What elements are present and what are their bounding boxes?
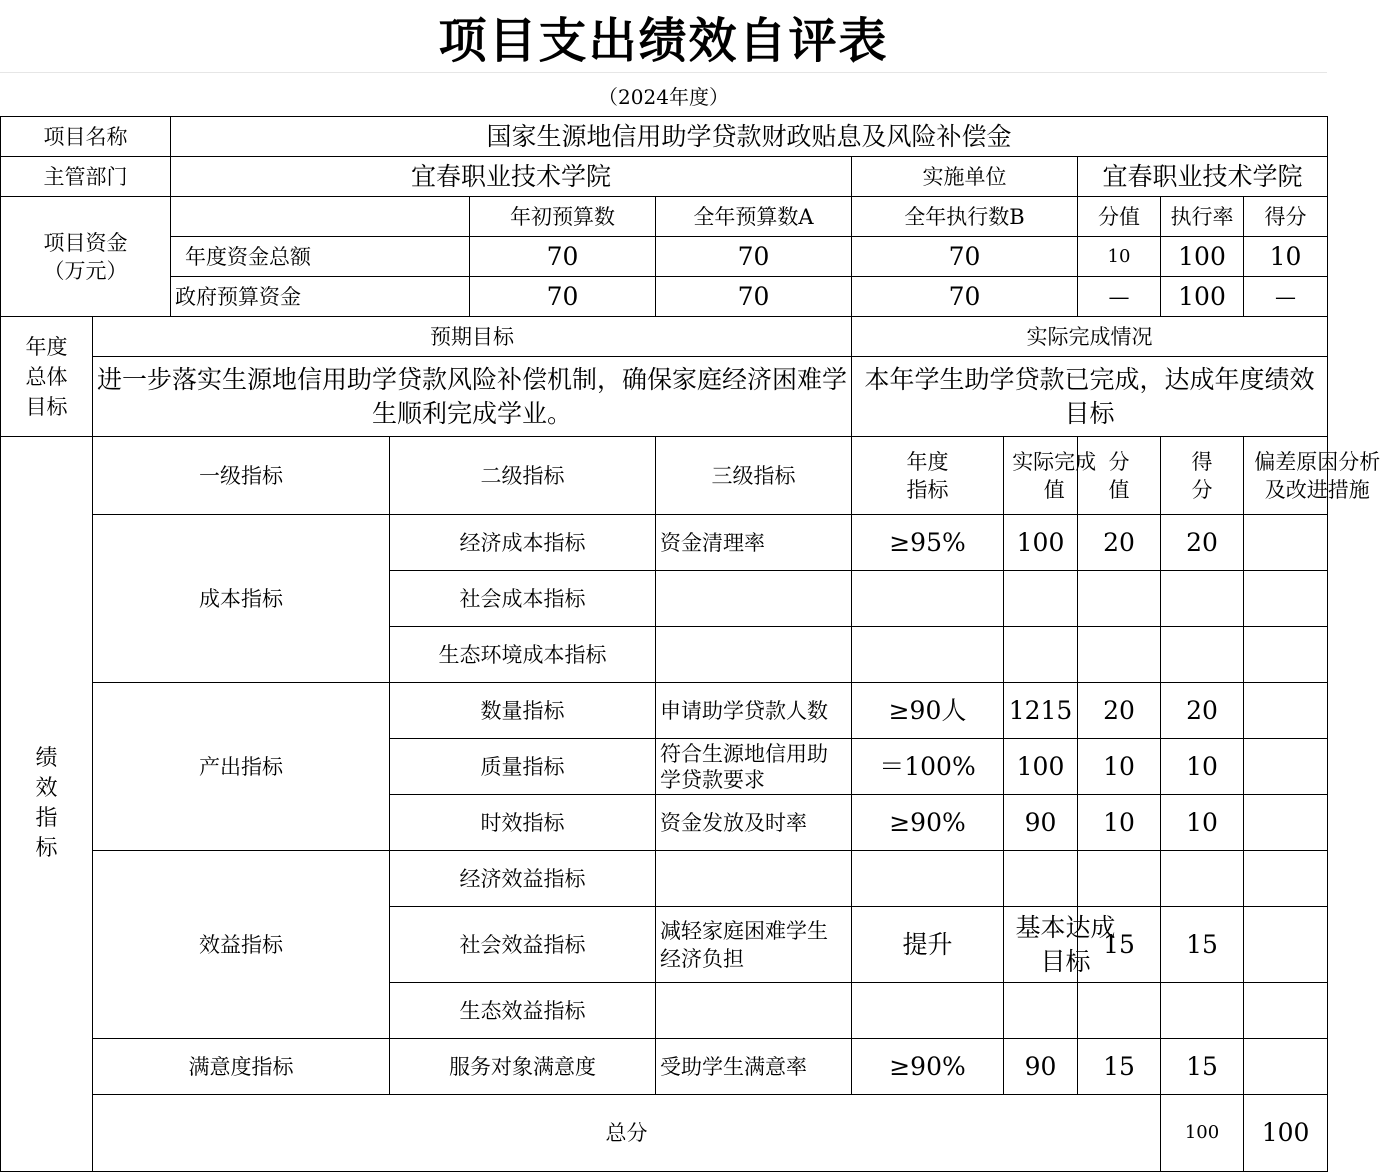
target-cell: ≥95%: [852, 515, 1004, 571]
funds-header-annual: 全年预算数A: [656, 197, 852, 237]
score-cell: 20: [1161, 683, 1244, 739]
sheet-year: （2024年度）: [598, 84, 729, 109]
weight-cell: 20: [1078, 515, 1161, 571]
project-name-label: 项目名称: [1, 117, 171, 157]
weight-cell: 15: [1078, 1039, 1161, 1095]
funds-header-score-value: 分值: [1078, 197, 1161, 237]
level2-cell: 服务对象满意度: [390, 1039, 656, 1095]
score-cell: [1161, 627, 1244, 683]
total-label: 总分: [93, 1095, 1161, 1172]
funds-row-rate: 100: [1161, 277, 1244, 317]
actual-cell: 1215: [1004, 683, 1078, 739]
total-weight: 100: [1161, 1095, 1244, 1172]
level1-output: 产出指标: [93, 683, 390, 851]
score-cell: 15: [1161, 907, 1244, 983]
level3-cell: [656, 983, 852, 1039]
funds-row-score: —: [1244, 277, 1328, 317]
evaluation-table: [0, 116, 1381, 1172]
funds-row-annual: 70: [656, 277, 852, 317]
sheet-title: 项目支出绩效自评表: [0, 0, 1327, 73]
funds-header-blank: [171, 197, 470, 237]
goal-label: 年度总体目标: [1, 317, 93, 437]
goal-expected-header: 预期目标: [93, 317, 852, 357]
header-target: 年度指标: [852, 437, 1004, 515]
level2-cell: 经济成本指标: [390, 515, 656, 571]
header-deviation: 偏差原因分析及改进措施: [1244, 437, 1328, 515]
header-weight: 分值: [1078, 437, 1161, 515]
deviation-cell: [1244, 515, 1328, 571]
funds-row-rate: 100: [1161, 237, 1244, 277]
funds-row-initial: 70: [470, 237, 656, 277]
header-score: 得分: [1161, 437, 1244, 515]
deviation-cell: [1244, 907, 1328, 983]
level3-cell: 减轻家庭困难学生经济负担: [656, 907, 852, 983]
deviation-cell: [1244, 571, 1328, 627]
deviation-cell: [1244, 739, 1328, 795]
dept-value: 宜春职业技术学院: [171, 157, 852, 197]
target-cell: [852, 627, 1004, 683]
funds-row-name: 政府预算资金: [171, 277, 470, 317]
goal-expected-text: 进一步落实生源地信用助学贷款风险补偿机制，确保家庭经济困难学生顺利完成学业。: [93, 357, 852, 437]
level2-cell: 质量指标: [390, 739, 656, 795]
funds-header-initial: 年初预算数: [470, 197, 656, 237]
funds-label-line2: （万元）: [43, 258, 128, 283]
level1-satisfaction: 满意度指标: [93, 1039, 390, 1095]
deviation-cell: [1244, 627, 1328, 683]
weight-cell: [1078, 627, 1161, 683]
funds-row-executed: 70: [852, 277, 1078, 317]
score-cell: [1161, 571, 1244, 627]
level1-benefit: 效益指标: [93, 851, 390, 1039]
actual-cell: 90: [1004, 795, 1078, 851]
deviation-cell: [1244, 983, 1328, 1039]
header-level3: 三级指标: [656, 437, 852, 515]
actual-cell: [1004, 571, 1078, 627]
target-cell: 提升: [852, 907, 1004, 983]
target-cell: [852, 851, 1004, 907]
level2-cell: 时效指标: [390, 795, 656, 851]
goal-actual-text: 本年学生助学贷款已完成，达成年度绩效目标: [852, 357, 1328, 437]
score-cell: 10: [1161, 795, 1244, 851]
level2-cell: 社会效益指标: [390, 907, 656, 983]
level3-cell: 申请助学贷款人数: [656, 683, 852, 739]
funds-header-executed: 全年执行数B: [852, 197, 1078, 237]
deviation-cell: [1244, 795, 1328, 851]
weight-cell: 15: [1078, 907, 1161, 983]
impl-unit-value: 宜春职业技术学院: [1078, 157, 1328, 197]
actual-cell: [1004, 983, 1078, 1039]
funds-row-executed: 70: [852, 237, 1078, 277]
actual-cell: 90: [1004, 1039, 1078, 1095]
deviation-cell: [1244, 683, 1328, 739]
dept-label: 主管部门: [1, 157, 171, 197]
weight-cell: 10: [1078, 739, 1161, 795]
score-cell: [1161, 851, 1244, 907]
target-cell: ≥90%: [852, 1039, 1004, 1095]
weight-cell: [1078, 851, 1161, 907]
weight-cell: [1078, 983, 1161, 1039]
total-score: 100: [1244, 1095, 1328, 1172]
weight-cell: 10: [1078, 795, 1161, 851]
level3-cell: [656, 851, 852, 907]
target-cell: [852, 983, 1004, 1039]
funds-row-initial: 70: [470, 277, 656, 317]
level3-cell: 受助学生满意率: [656, 1039, 852, 1095]
header-actual: 实际完成值: [1004, 437, 1078, 515]
target-cell: ≥90%: [852, 795, 1004, 851]
actual-cell: 100: [1004, 739, 1078, 795]
target-cell: [852, 571, 1004, 627]
level2-cell: 经济效益指标: [390, 851, 656, 907]
level2-cell: 数量指标: [390, 683, 656, 739]
funds-row-score-value: 10: [1078, 237, 1161, 277]
target-cell: ≥90人: [852, 683, 1004, 739]
indicators-label: 绩效指标: [1, 437, 93, 1172]
level3-cell: 符合生源地信用助学贷款要求: [656, 739, 852, 795]
level2-cell: 社会成本指标: [390, 571, 656, 627]
actual-cell: 100: [1004, 515, 1078, 571]
target-cell: ＝100%: [852, 739, 1004, 795]
project-name-value: 国家生源地信用助学贷款财政贴息及风险补偿金: [171, 117, 1328, 157]
deviation-cell: [1244, 851, 1328, 907]
funds-label: [1, 197, 171, 317]
score-cell: 20: [1161, 515, 1244, 571]
score-cell: 10: [1161, 739, 1244, 795]
level3-cell: [656, 627, 852, 683]
actual-cell: [1004, 851, 1078, 907]
level3-cell: 资金发放及时率: [656, 795, 852, 851]
level3-cell: [656, 571, 852, 627]
funds-header-rate: 执行率: [1161, 197, 1244, 237]
header-level2: 二级指标: [390, 437, 656, 515]
funds-label-line1: 项目资金: [43, 230, 128, 255]
level2-cell: 生态环境成本指标: [390, 627, 656, 683]
funds-row-score-value: —: [1078, 277, 1161, 317]
level2-cell: 生态效益指标: [390, 983, 656, 1039]
score-cell: [1161, 983, 1244, 1039]
level1-cost: 成本指标: [93, 515, 390, 683]
header-level1: 一级指标: [93, 437, 390, 515]
impl-unit-label: 实施单位: [852, 157, 1078, 197]
funds-row-score: 10: [1244, 237, 1328, 277]
weight-cell: 20: [1078, 683, 1161, 739]
deviation-cell: [1244, 1039, 1328, 1095]
funds-row-annual: 70: [656, 237, 852, 277]
weight-cell: [1078, 571, 1161, 627]
score-cell: 15: [1161, 1039, 1244, 1095]
level3-cell: 资金清理率: [656, 515, 852, 571]
funds-header-score: 得分: [1244, 197, 1328, 237]
funds-row-name: 年度资金总额: [171, 237, 470, 277]
actual-cell: [1004, 627, 1078, 683]
goal-actual-header: 实际完成情况: [852, 317, 1328, 357]
actual-cell: 基本达成目标: [1004, 907, 1078, 983]
